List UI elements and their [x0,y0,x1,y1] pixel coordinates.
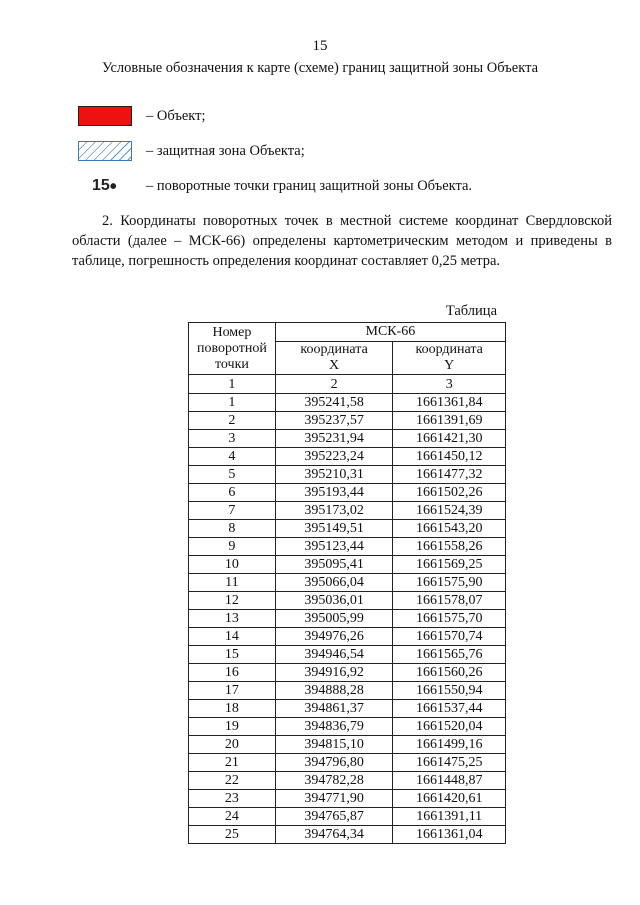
coord-x-cell: 395149,51 [275,520,393,538]
table-row [189,700,506,718]
coord-y-cell: 1661570,74 [393,628,506,646]
coord-y-cell: 1661520,04 [393,718,506,736]
coord-y-cell: 1661502,26 [393,484,506,502]
point-number-cell: 22 [189,772,276,790]
coord-x-cell: 395223,24 [275,448,393,466]
table-row [189,466,506,484]
table-row [189,394,506,412]
column-index-row [189,375,506,394]
coord-x-cell: 395066,04 [275,574,393,592]
coord-x-cell: 394946,54 [275,646,393,664]
coord-x-cell: 395173,02 [275,502,393,520]
turning-point-number: 15 [92,177,110,194]
point-number-cell: 5 [189,466,276,484]
header-coord-x-line: координата [300,342,368,357]
coord-x-cell: 394861,37 [275,700,393,718]
header-point-number-line: Номер [212,324,252,340]
table-row [189,484,506,502]
table-row [189,646,506,664]
point-number-cell: 21 [189,754,276,772]
coord-y-cell: 1661391,69 [393,412,506,430]
coord-y-cell: 1661578,07 [393,592,506,610]
point-number-cell: 19 [189,718,276,736]
point-number-cell: 14 [189,628,276,646]
coord-y-cell: 1661421,30 [393,430,506,448]
coord-x-cell: 394815,10 [275,736,393,754]
point-number-cell: 15 [189,646,276,664]
point-number-cell: 9 [189,538,276,556]
coord-x-cell: 394976,26 [275,628,393,646]
table-row [189,592,506,610]
coord-y-cell: 1661420,61 [393,790,506,808]
point-number-cell: 10 [189,556,276,574]
coordinates-table [188,322,506,844]
point-number-cell: 23 [189,790,276,808]
header-coord-y [393,342,506,375]
coord-x-cell: 394782,28 [275,772,393,790]
coord-y-cell: 1661361,84 [393,394,506,412]
coord-y-cell: 1661537,44 [393,700,506,718]
point-number-cell: 25 [189,826,276,844]
coord-y-cell: 1661475,25 [393,754,506,772]
table-row [189,808,506,826]
coord-x-cell: 394796,80 [275,754,393,772]
coord-y-cell: 1661499,16 [393,736,506,754]
column-index: 1 [189,375,276,394]
table-row [189,664,506,682]
coord-x-cell: 395095,41 [275,556,393,574]
table-row [189,610,506,628]
point-number-cell: 2 [189,412,276,430]
coord-y-cell: 1661361,04 [393,826,506,844]
point-number-cell: 4 [189,448,276,466]
point-number-cell: 17 [189,682,276,700]
legend-title: Условные обозначения к карте (схеме) границ защитной зоны Объекта [101,60,539,76]
table-row [189,574,506,592]
table-row [189,448,506,466]
legend-item-zone [78,140,305,162]
header-point-number [189,323,276,375]
header-coord-y-line: Y [444,358,455,373]
point-number-cell: 18 [189,700,276,718]
turning-point-symbol [78,176,132,198]
table-row [189,430,506,448]
legend-item-points [78,175,473,198]
coord-y-cell: 1661575,70 [393,610,506,628]
coord-y-cell: 1661450,12 [393,448,506,466]
coord-x-cell: 395123,44 [275,538,393,556]
table-row [189,520,506,538]
coord-x-cell: 394836,79 [275,718,393,736]
page-number: 15 [312,38,328,54]
coord-x-cell: 395005,99 [275,610,393,628]
legend-item-object [78,105,206,127]
point-number-cell: 16 [189,664,276,682]
coord-y-cell: 1661560,26 [393,664,506,682]
coord-x-cell: 395210,31 [275,466,393,484]
point-number-cell: 1 [189,394,276,412]
point-number-cell: 6 [189,484,276,502]
header-msk66: МСК-66 [275,323,505,342]
point-number-cell: 24 [189,808,276,826]
object-swatch [78,106,132,126]
header-point-number-line: точки [214,356,249,372]
protective-zone-swatch [78,141,132,161]
legend-item-object-label: – Объект; [146,107,206,124]
coord-y-cell: 1661477,32 [393,466,506,484]
point-number-cell: 13 [189,610,276,628]
table-row [189,736,506,754]
point-number-cell: 3 [189,430,276,448]
point-number-cell: 12 [189,592,276,610]
coord-x-cell: 394916,92 [275,664,393,682]
table-row [189,502,506,520]
coord-x-cell: 394771,90 [275,790,393,808]
coord-x-cell: 395231,94 [275,430,393,448]
coord-y-cell: 1661575,90 [393,574,506,592]
coord-x-cell: 395241,58 [275,394,393,412]
coord-x-cell: 394765,87 [275,808,393,826]
coord-y-cell: 1661524,39 [393,502,506,520]
coord-x-cell: 395036,01 [275,592,393,610]
table-row [189,556,506,574]
table-row [189,826,506,844]
coordinates-paragraph: 2. Координаты поворотных точек в местной системе координат Свердловской области (далее – МСК-66) определены картометрическим методом и приведены в таблице, погрешность определения координат составляет 0,25 метра. [72,213,612,269]
coord-y-cell: 1661565,76 [393,646,506,664]
coord-y-cell: 1661569,25 [393,556,506,574]
coord-x-cell: 395193,44 [275,484,393,502]
legend-item-points-label: – поворотные точки границ защитной зоны Объекта. [146,177,473,194]
table-caption: Таблица [445,303,497,319]
header-coord-x [275,342,393,375]
header-point-number-line: поворотной [196,340,267,356]
coord-y-cell: 1661391,11 [393,808,506,826]
point-number-cell: 20 [189,736,276,754]
table-row [189,790,506,808]
legend-item-zone-label: – защитная зона Объекта; [146,142,305,159]
table-row [189,682,506,700]
coord-x-cell: 394888,28 [275,682,393,700]
coord-y-cell: 1661543,20 [393,520,506,538]
point-number-cell: 7 [189,502,276,520]
point-number-cell: 11 [189,574,276,592]
coord-x-cell: 395237,57 [275,412,393,430]
column-index: 3 [393,375,506,394]
table-row [189,628,506,646]
table-row [189,772,506,790]
coord-y-cell: 1661558,26 [393,538,506,556]
coord-y-cell: 1661448,87 [393,772,506,790]
header-coord-x-line: X [329,358,340,373]
turning-point-dot-icon: • [109,176,117,198]
table-row [189,754,506,772]
header-coord-y-line: координата [415,342,483,357]
table-row [189,718,506,736]
point-number-cell: 8 [189,520,276,538]
coord-y-cell: 1661550,94 [393,682,506,700]
column-index: 2 [275,375,393,394]
coord-x-cell: 394764,34 [275,826,393,844]
table-row [189,538,506,556]
table-row [189,412,506,430]
